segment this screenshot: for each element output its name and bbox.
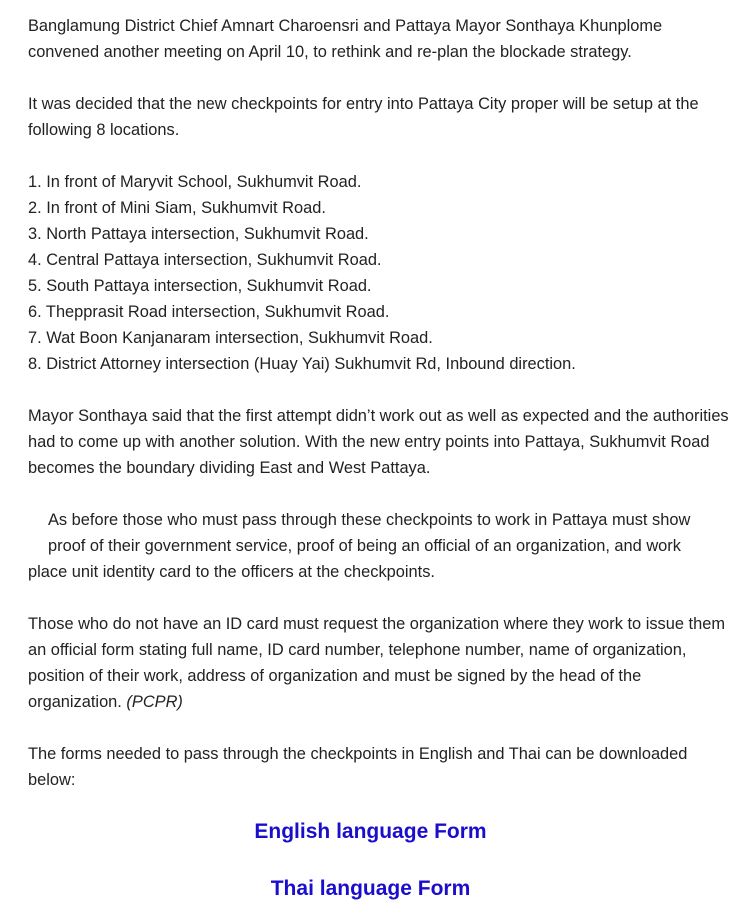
list-item: 7. Wat Boon Kanjanaram intersection, Sukhumvit Road. <box>28 329 433 347</box>
list-item: 8. District Attorney intersection (Huay Yai) Sukhumvit Rd, Inbound direction. <box>28 355 576 373</box>
list-item: 2. In front of Mini Siam, Sukhumvit Road. <box>28 199 326 217</box>
list-item: 5. South Pattaya intersection, Sukhumvit Road. <box>28 277 372 295</box>
source-credit: (PCPR) <box>126 693 183 711</box>
checkpoints-intro-paragraph: It was decided that the new checkpoints for entry into Pattaya City proper will be setup at the following 8 locations. <box>28 95 699 139</box>
checkpoint-location-list <box>28 169 736 377</box>
mayor-statement-paragraph: Mayor Sonthaya said that the first attempt didn’t work out as well as expected and the authorities had to come up with another solution. With the new entry points into Pattaya, Sukhumvit Road becomes the boundary dividing East and West Pattaya. <box>28 407 729 477</box>
requirements-line: proof of their government service, proof of being an official of an organization, and work <box>48 537 681 555</box>
article-body <box>28 13 736 819</box>
english-form-link-row <box>0 820 741 844</box>
id-card-text: Those who do not have an ID card must request the organization where they work to issue them an official form stating full name, ID card number, telephone number, name of organization, position of their work, address of organization and must be signed by the head of the organization. <box>28 615 725 711</box>
english-form-link[interactable]: English language Form <box>254 820 487 843</box>
requirements-line: As before those who must pass through these checkpoints to work in Pattaya must show <box>48 511 691 529</box>
requirements-paragraph <box>28 507 736 585</box>
list-item: 6. Thepprasit Road intersection, Sukhumvit Road. <box>28 303 390 321</box>
intro-paragraph: Banglamung District Chief Amnart Charoensri and Pattaya Mayor Sonthaya Khunplome convened another meeting on April 10, to rethink and re-plan the blockade strategy. <box>28 17 663 61</box>
requirements-line: place unit identity card to the officers at the checkpoints. <box>28 563 435 581</box>
list-item: 4. Central Pattaya intersection, Sukhumvit Road. <box>28 251 382 269</box>
list-item: 3. North Pattaya intersection, Sukhumvit Road. <box>28 225 369 243</box>
id-card-paragraph <box>28 611 736 715</box>
thai-form-link[interactable]: Thai language Form <box>270 877 471 900</box>
forms-download-paragraph: The forms needed to pass through the checkpoints in English and Thai can be downloaded below: <box>28 745 688 789</box>
thai-form-link-row <box>0 877 741 901</box>
list-item: 1. In front of Maryvit School, Sukhumvit Road. <box>28 173 362 191</box>
